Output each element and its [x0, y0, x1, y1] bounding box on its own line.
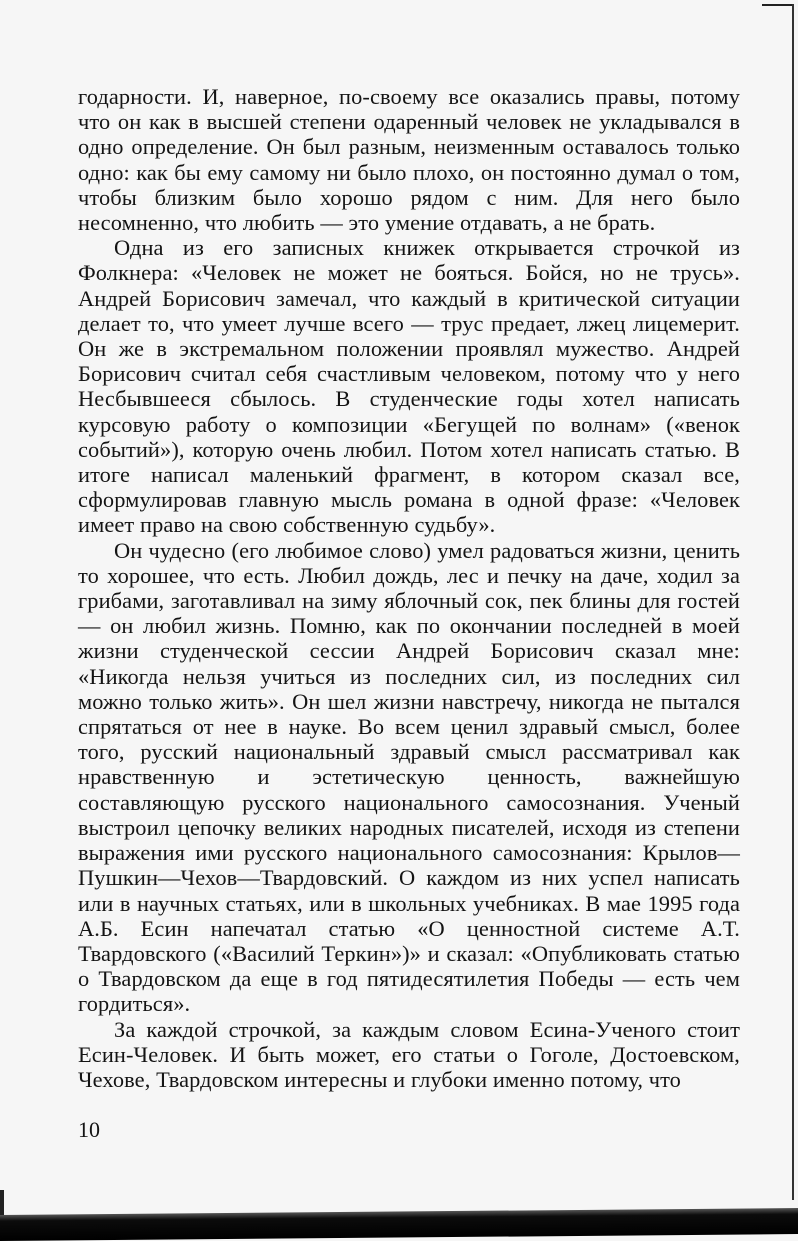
page-edge-right	[792, 4, 794, 1200]
crop-mark-top	[762, 4, 792, 6]
paragraph-1: годарности. И, наверное, по-своему все оказались правы, потому что он как в высшей степени одаренный человек не укладывался в одно определение. Он был разным, неизменным оставалось только одно: как бы ему самому ни было плохо, он постоянно думал о том, чтобы близким было хорошо рядом с ним. Для него было несомненно, что любить — это умение отдавать, а не брать.	[78, 84, 740, 236]
paragraph-3: Он чудесно (его любимое слово) умел радоваться жизни, ценить то хорошее, что есть. Любил дождь, лес и печку на даче, ходил за грибами, заготавливал на зиму яблочный сок, пек блины для гостей — он любил жизнь. Помню, как по окончании последней в моей жизни студенческой сессии Андрей Борисович сказал мне: «Никогда нельзя учиться из последних сил, из последних сил можно только жить». Он шел жизни навстречу, никогда не пытался спрятаться от нее в науке. Во всем ценил здравый смысл, более того, русский национальный здравый смысл рассматривал как нравственную и эстетическую ценность, важнейшую составляющую русского национального самосознания. Ученый выстроил цепочку великих народных писателей, исходя из степени выражения ими русского национального самосознания: Крылов—Пушкин—Чехов—Твардовский. О каждом из них успел написать или в научных статьях, или в школьных учебниках. В мае 1995 года А.Б. Есин напечатал статью «О ценностной системе А.Т. Твардовского («Василий Теркин»)» и сказал: «Опубликовать статью о Твардовском да еще в год пятидесятилетия Победы — есть чем гордиться».	[78, 537, 740, 1017]
paragraph-2: Одна из его записных книжек открывается строчкой из Фолкнера: «Человек не может не бояться. Бойся, но не трусь». Андрей Борисович замечал, что каждый в критической ситуации делает то, что умеет лучше всего — трус предает, лжец лицемерит. Он же в экстремальном положении проявлял мужество. Андрей Борисович считал себя счастливым человеком, потому что у него Несбывшееся сбылось. В студенческие годы хотел написать курсовую работу о композиции «Бегущей по волнам» («венок событий»), которую очень любил. Потом хотел написать статью. В итоге написал маленький фрагмент, в котором сказал все, сформулировав главную мысль романа в одной фразе: «Человек имеет право на свою собственную судьбу».	[78, 235, 740, 538]
page-number: 10	[78, 1117, 100, 1142]
body-text	[78, 84, 740, 1092]
scan-shadow-bottom	[0, 1208, 798, 1241]
paragraph-4: За каждой строчкой, за каждым словом Есина-Ученого стоит Есин-Человек. И быть может, его статьи о Гоголе, Достоевском, Чехове, Твардовском интересны и глубоки именно потому, что	[78, 1016, 740, 1092]
